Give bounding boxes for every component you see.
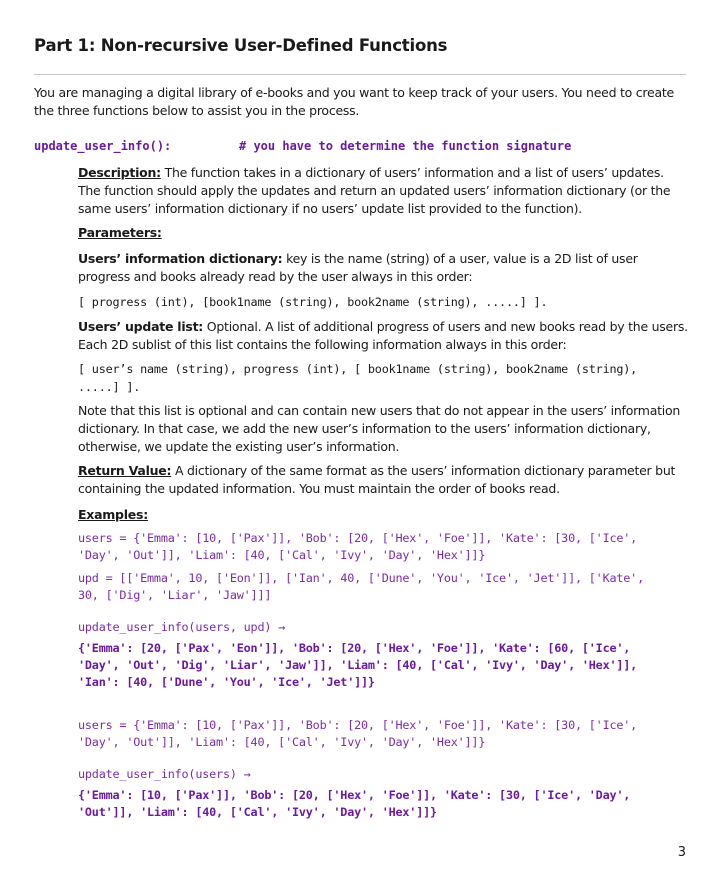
intro-paragraph: You are managing a digital library of e-books and you want to keep track of your users. You need to create the three functions below to assist you in the process. [34,85,674,118]
description-label: Description: [78,165,161,180]
parameters-heading [78,224,688,242]
title-divider [34,74,686,75]
example1-output-line2: 'Day', 'Out', 'Dig', 'Liar', 'Jaw']], 'Liam': [40, ['Cal', 'Ivy', 'Day', 'Hex']], [78,658,638,672]
example2-output-line1: {'Emma': [10, ['Pax']], 'Bob': [20, ['Hex', 'Foe']], 'Kate': [30, ['Ice', 'Day', [78,788,631,802]
example1-upd-line1: upd = [['Emma', 10, ['Eon']], ['Ian', 40, ['Dune', 'You', 'Ice', 'Jet']], ['Kate', [78,571,644,585]
return-value-label: Return Value: [78,463,172,478]
parameters-label: Parameters: [78,225,162,240]
example2-call: update_user_info(users) → [78,767,251,781]
examples-label: Examples: [78,507,148,522]
return-value-paragraph [78,462,688,498]
function-comment: # you have to determine the function signature [239,139,572,153]
example2-users-line1: users = {'Emma': [10, ['Pax']], 'Bob': [20, ['Hex', 'Foe']], 'Kate': [30, ['Ice', [78,718,638,732]
update-list-text: Optional. A list of additional progress of users and new books read by the users. Each 2D sublist of this list contains the following information always in this order: [78,319,688,352]
update-list-label: Users’ update list: [78,319,204,334]
update-list-format-line1: [ user’s name (string), progress (int), [ book1name (string), book2name (string), [78,362,638,376]
users-dict-format: [ progress (int), [book1name (string), book2name (string), .....] ]. [78,295,548,309]
example2-output-line2: 'Out']], 'Liam': [40, ['Cal', 'Ivy', 'Day', 'Hex']]} [78,805,437,819]
example1-output-line1: {'Emma': [20, ['Pax', 'Eon']], 'Bob': [20, ['Hex', 'Foe']], 'Kate': [60, ['Ice', [78,641,631,655]
example1-users-line1: users = {'Emma': [10, ['Pax']], 'Bob': [20, ['Hex', 'Foe']], 'Kate': [30, ['Ice', [78,531,638,545]
page-title: Part 1: Non-recursive User-Defined Functions [34,36,448,55]
page-number: 3 [677,845,686,860]
examples-heading [78,506,688,524]
users-dict-text: key is the name (string) of a user, value is a 2D list of user progress and books already read by the user always in this order: [78,251,638,284]
description-paragraph [78,164,688,218]
example1-output-line3: 'Ian': [40, ['Dune', 'You', 'Ice', 'Jet']]} [78,675,375,689]
example1-users-line2: 'Day', 'Out']], 'Liam': [40, ['Cal', 'Ivy', 'Day', 'Hex']]} [78,548,486,562]
example1-call: update_user_info(users, upd) → [78,620,286,634]
update-list-format-line2: .....] ]. [78,380,141,394]
description-text: The function takes in a dictionary of users’ information and a list of users’ updates. The function should apply the updates and return an updated users’ information dictionary (or the same users’ information dictionary if no users’ update list provided to the function). [78,165,671,216]
function-signature [34,139,572,153]
users-dict-label: Users’ information dictionary: [78,251,283,266]
users-dict-paragraph [78,250,688,286]
function-name: update_user_info(): [34,139,172,153]
example2-users-line2: 'Day', 'Out']], 'Liam': [40, ['Cal', 'Ivy', 'Day', 'Hex']]} [78,735,486,749]
update-list-paragraph [78,318,688,354]
example1-upd-line2: 30, ['Dig', 'Liar', 'Jaw']]] [78,588,272,602]
note-paragraph: Note that this list is optional and can contain new users that do not appear in the users’ information dictionary. In that case, we add the new user’s information to the users’ information dictionary, otherwise, we update the existing user’s information. [78,403,681,454]
return-value-text: A dictionary of the same format as the users’ information dictionary parameter but containing the updated information. You must maintain the order of books read. [78,463,676,496]
